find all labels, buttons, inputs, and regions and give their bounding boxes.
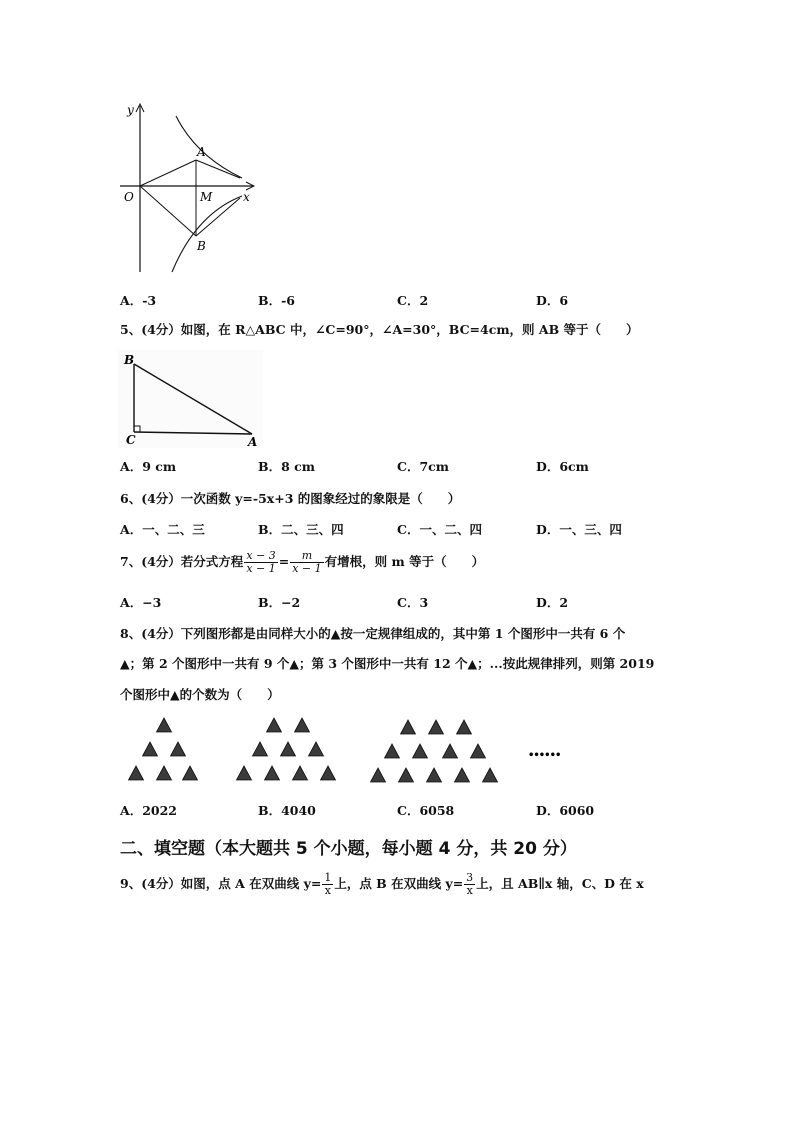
q9-suffix: 上，且 AB∥x 轴，C、D 在 x [476,876,644,891]
q7-frac1-denominator: x − 1 [246,562,276,575]
q9-frac1-numerator: 1 [324,871,332,884]
q9-mid: 上，点 B 在双曲线 y= [334,876,464,891]
q6-option-c[interactable]: C．一、二、四 [397,522,482,537]
q4-option-c[interactable]: C．2 [397,293,429,308]
segment-oa [140,160,196,186]
q6-option-a[interactable]: A．一、二、三 [120,522,205,537]
q8-triangle-pattern-figure [120,712,580,790]
vertex-a-label: A [248,435,258,448]
pattern-ellipsis: •••••• [528,750,561,761]
q4-option-d[interactable]: D．6 [536,293,569,308]
point-b-label: B [197,239,206,253]
q9-frac2-numerator: 3 [466,871,474,884]
q4-option-a[interactable]: A．-3 [120,293,157,308]
q9-fraction-1 [322,872,333,897]
lower-hyperbola-curve [172,196,242,272]
q5-option-d[interactable]: D．6cm [536,459,589,474]
pattern-figure-1 [129,718,198,780]
q6-option-b[interactable]: B．二、三、四 [258,522,344,537]
q8-question-line-1: 8、(4分）下列图形都是由同样大小的▲按一定规律组成的，其中第 1 个图形中一共有 6 个 [120,626,626,641]
q7-prefix: 7、(4分）若分式方程 [120,554,244,569]
q7-equals: = [278,554,290,569]
vertex-c-label: C [126,433,136,447]
q5-question-text: 5、(4分）如图，在 R△ABC 中，∠C=90°，∠A=30°，BC=4cm，则 AB 等于（ ） [120,322,639,337]
q9-fraction-2 [464,872,475,897]
q5-option-c[interactable]: C．7cm [397,459,449,474]
q7-frac1-numerator: x − 3 [246,549,276,562]
q8-option-a[interactable]: A．2022 [120,803,177,818]
q6-option-d[interactable]: D．一、三、四 [536,522,622,537]
q8-question-line-2: ▲；第 2 个图形中一共有 9 个▲；第 3 个图形中一共有 12 个▲；...按此规律排列，则第 2019 [120,656,655,671]
q8-option-b[interactable]: B．4040 [258,803,316,818]
q8-option-d[interactable]: D．6060 [536,803,595,818]
q9-question-text [120,872,644,897]
q5-option-a[interactable]: A．9 cm [120,459,177,474]
q7-frac2-numerator: m [290,550,323,563]
q4-option-b[interactable]: B．-6 [258,293,295,308]
q7-fraction-left [244,550,277,575]
q7-fraction-right [290,550,323,575]
q6-question-text: 6、(4分）一次函数 y=-5x+3 的图象经过的象限是（ ） [120,491,461,506]
q7-option-a[interactable]: A．−3 [120,595,162,610]
q7-option-d[interactable]: D．2 [536,595,569,610]
vertex-b-label: B [124,353,135,367]
q9-frac1-denominator: x [324,884,331,897]
x-axis-label: x [243,190,250,204]
y-axis-label: y [127,103,134,117]
point-a-label: A [197,145,206,159]
q7-frac2-denominator: x − 1 [292,562,322,575]
q7-suffix: 有增根，则 m 等于（ ） [324,554,485,569]
q9-frac2-denominator: x [466,884,473,897]
q8-option-c[interactable]: C．6058 [397,803,455,818]
segment-ob [140,186,196,236]
q9-prefix: 9、(4分）如图，点 A 在双曲线 y= [120,876,322,891]
q8-question-line-3: 个图形中▲的个数为（ ） [120,687,280,702]
q7-option-c[interactable]: C．3 [397,595,429,610]
pattern-figure-2 [237,718,336,780]
q5-right-triangle-figure [118,350,263,448]
q4-hyperbola-figure [118,98,260,276]
upper-hyperbola-curve [176,116,242,178]
segment-a-to-curve [196,160,240,178]
origin-label: O [124,190,134,204]
section-2-heading: 二、填空题（本大题共 5 个小题，每小题 4 分，共 20 分） [120,839,577,859]
pattern-figure-3 [371,720,498,782]
q7-question-text [120,550,484,575]
point-m-label: M [200,190,213,204]
q5-option-b[interactable]: B．8 cm [258,459,315,474]
q7-option-b[interactable]: B．−2 [258,595,301,610]
